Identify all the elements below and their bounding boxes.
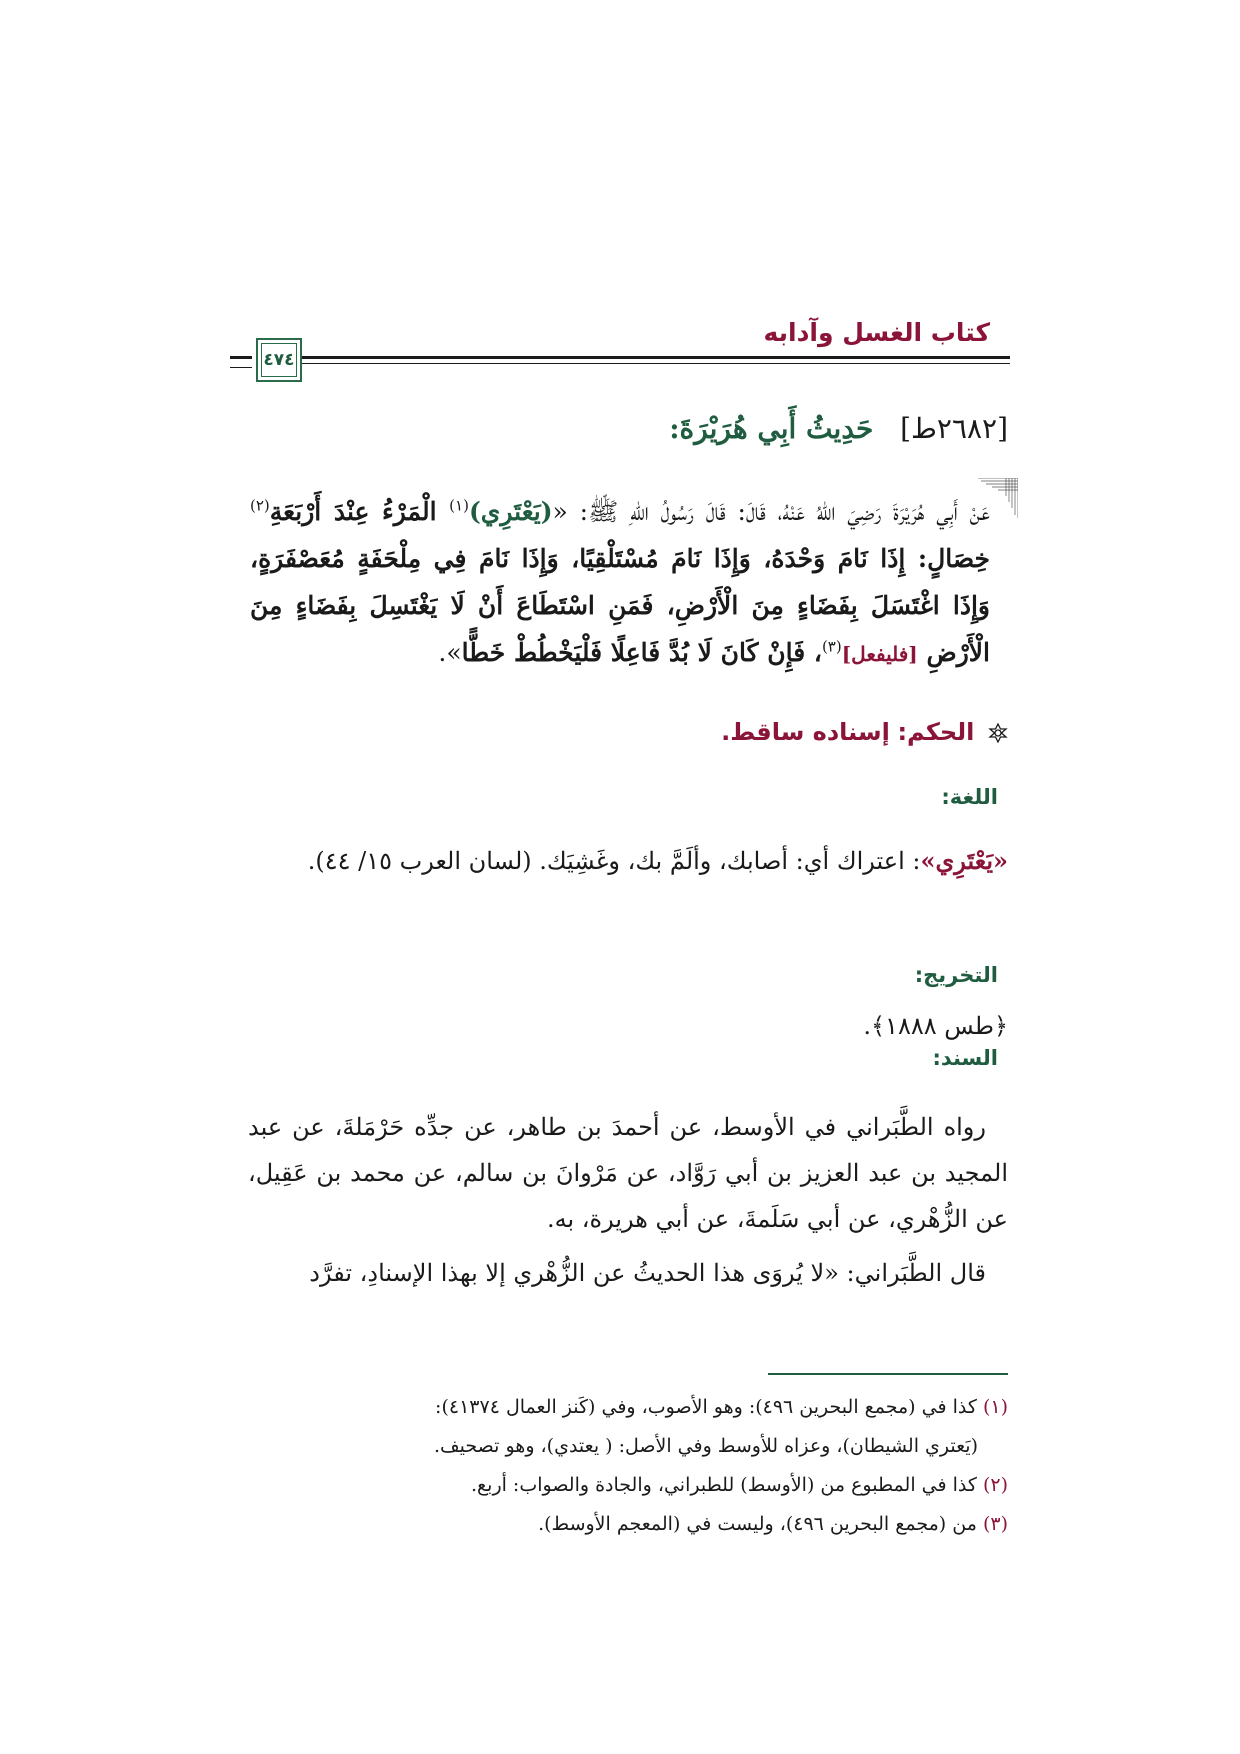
footnote-number: (٣) xyxy=(982,1513,1008,1535)
matn-text-1: الْمَرْءُ عِنْدَ أَرْبَعَةِ xyxy=(269,497,450,526)
matn-word: (يَعْتَرِي) xyxy=(468,497,553,526)
footnote-ref-2[interactable]: (٢) xyxy=(250,496,270,515)
footnote-text: كذا في المطبوع من (الأوسط) للطبراني، والجادة والصواب: أربع. xyxy=(471,1474,983,1496)
hadith-number: [٢٦٨٢ط] xyxy=(900,412,1008,445)
lugha-word: «يَعْتَرِي» xyxy=(920,846,1008,875)
ornament-flower-icon xyxy=(988,723,1008,743)
header-rule-thin xyxy=(295,363,1010,364)
matn-text-3: ، فَإِنْ كَانَ لَا بُدَّ فَاعِلًا فَلْيَخْطُطْ خَطًّا xyxy=(461,638,822,667)
lugha-text xyxy=(248,838,1008,884)
page-number: ٤٧٤ xyxy=(263,350,295,370)
page-header xyxy=(230,318,1010,398)
footnote-divider xyxy=(768,1373,1008,1375)
footnote-text: (يَعتري الشيطان)، وعزاه للأوسط وفي الأصل: ( يعتدي)، وهو تصحيف. xyxy=(433,1435,978,1457)
section-label-lugha: اللغة: xyxy=(941,785,998,809)
footnote-2 xyxy=(238,1466,1008,1505)
ruling-label: الحكم: xyxy=(897,718,975,746)
footnote-1-continued xyxy=(238,1427,1008,1466)
tabarani-quote: قال الطَّبَراني: «لا يُروَى هذا الحديثُ عن الزُّهْري إلا بهذا الإسنادِ، تفرَّد xyxy=(309,1259,986,1287)
hadith-heading xyxy=(669,412,1008,445)
matn-close: ». xyxy=(438,638,462,667)
matn-bracket: [فليفعل] xyxy=(841,642,918,666)
footnote-text: كذا في (مجمع البحرين ٤٩٦): وهو الأصوب، وفي (كَنز العمال ٤١٣٧٤): xyxy=(435,1396,983,1418)
takhrij-text: ﴿طس ١٨٨٨﴾. xyxy=(863,1012,1008,1040)
hadith-title: حَدِيثُ أَبِي هُرَيْرَةَ: xyxy=(669,412,874,445)
footnote-ref-1[interactable]: (١) xyxy=(449,496,469,515)
ruling-value: إسناده ساقط. xyxy=(721,718,890,746)
footnote-number: (٢) xyxy=(982,1474,1008,1496)
section-label-takhrij: التخريج: xyxy=(914,963,998,987)
matn-intro: عَنْ أَبِي هُرَيْرَةَ رَضِيَ اللهُ عَنْهُ، قَالَ: قَالَ رَسُولُ اللهِ ﷺ: « xyxy=(552,497,990,526)
footnote-number: (١) xyxy=(982,1396,1008,1418)
section-label-sanad: السند: xyxy=(932,1046,998,1070)
sanad-text: رواه الطَّبَراني في الأوسط، عن أحمدَ بن طاهر، عن جدِّه حَرْمَلةَ، عن عبد المجيد بن عبد العزيز بن أبي رَوَّاد، عن مَرْوانَ بن سالم، عن محمد بن عَقِيل، عن الزُّهْري، عن أبي سَلَمةَ، عن أبي هريرة، به. xyxy=(248,1113,1008,1233)
footnote-3 xyxy=(238,1505,1008,1544)
lugha-definition: : اعتراك أي: أصابك، وألَمَّ بك، وغَشِيَك. (لسان العرب ١٥/ ٤٤). xyxy=(307,847,921,875)
footnote-text: من (مجمع البحرين ٤٩٦)، وليست في (المعجم الأوسط). xyxy=(538,1513,983,1535)
footnotes xyxy=(238,1388,1008,1544)
header-rule-left xyxy=(230,356,252,368)
footnote-ref-3[interactable]: (٣) xyxy=(821,637,842,656)
ruling xyxy=(721,718,1008,746)
matn-text-2: خِصَالٍ: إِذَا نَامَ وَحْدَهُ، وَإِذَا نَامَ مُسْتَلْقِيًا، وَإِذَا نَامَ فِي مِلْحَفَةٍ مُعَصْفَرَةٍ، وَإِذَا اغْتَسَلَ بِفَضَاءٍ مِنَ الْأَرْضِ، فَمَنِ اسْتَطَاعَ أَنْ لَا يَغْتَسِلَ بِفَضَاءٍ مِنَ الْأَرْضِ xyxy=(250,544,990,667)
book-title: كتاب الغسل وآدابه xyxy=(763,318,990,347)
hadith-text xyxy=(250,488,990,678)
page-number-frame xyxy=(256,338,302,382)
header-rule xyxy=(295,356,1010,359)
footnote-1 xyxy=(238,1388,1008,1427)
